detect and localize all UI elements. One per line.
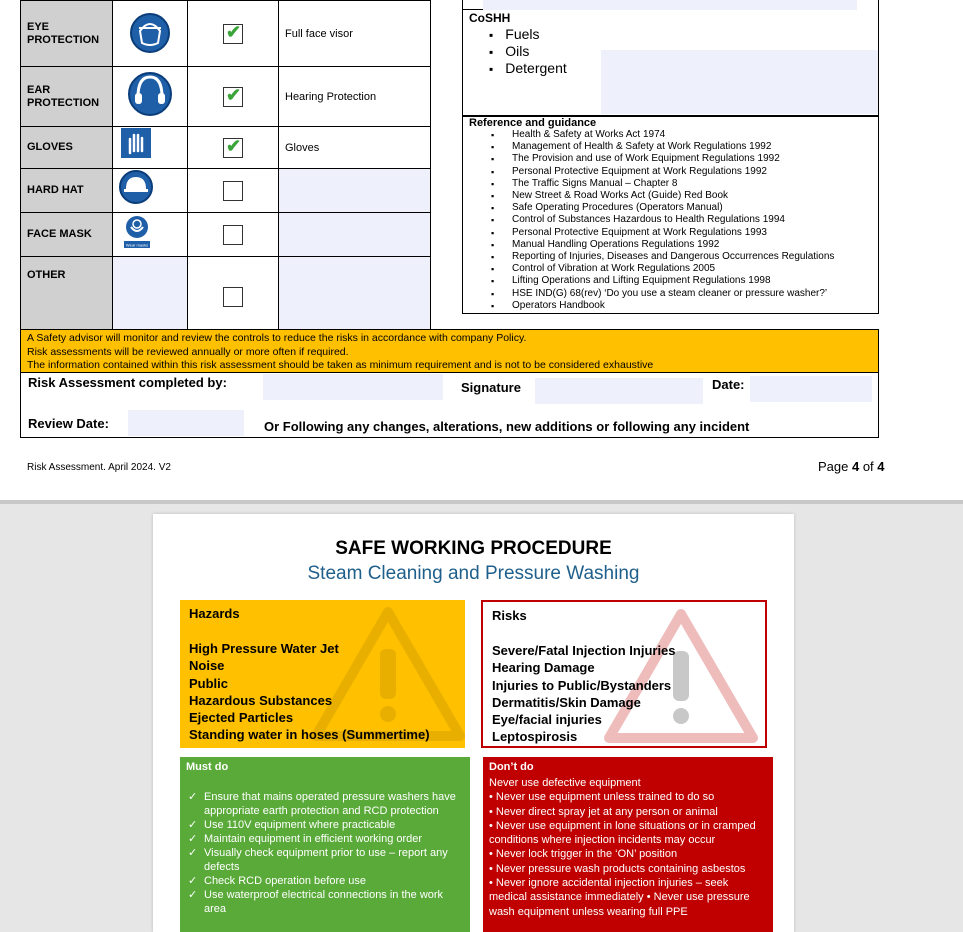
table-row: [21, 169, 431, 213]
notice-line: A Safety advisor will monitor and review the controls to reduce the risks in accordance with company Policy.: [27, 332, 527, 344]
list-item: • Never use equipment unless trained to do so: [489, 791, 715, 804]
list-item: ▪ Manual Handling Operations Regulations 1992: [491, 239, 834, 251]
list-item: Hearing Damage: [492, 660, 595, 676]
list-item: Public: [189, 675, 229, 691]
list-item: Hazardous Substances: [189, 692, 333, 708]
signature-field[interactable]: [535, 378, 703, 404]
list-item: ✓ Use 110V equipment where practicable: [188, 818, 468, 832]
list-item: • Never lock trigger in the ‘ON’ position: [489, 848, 678, 861]
list-item: Standing water in hoses (Summertime): [189, 727, 430, 743]
page-separator: [0, 500, 963, 504]
table-row: [21, 1, 431, 67]
notice-banner: [20, 329, 879, 373]
ppe-description: [279, 257, 431, 337]
dont-do-heading: Don’t do: [489, 761, 534, 773]
date-label: Date:: [712, 377, 745, 392]
reference-box: [462, 116, 879, 314]
ppe-checkbox[interactable]: [223, 84, 243, 107]
list-item: ✓ Visually check equipment prior to use – report any defects: [188, 846, 468, 874]
ppe-description: [279, 169, 431, 213]
list-item: Leptospirosis: [492, 729, 578, 745]
list-item: ▪ Personal Protective Equipment at Work Regulations 1993: [491, 227, 834, 239]
review-date-label: Review Date:: [28, 416, 109, 431]
list-item: ▪ Fuels: [489, 26, 567, 43]
must-do-list: [188, 790, 468, 916]
ppe-checkbox[interactable]: [223, 135, 243, 158]
table-row: [21, 67, 431, 127]
list-item: Injuries to Public/Bystanders: [492, 677, 672, 693]
ppe-label: EAR PROTECTION: [21, 67, 113, 127]
footer-doc-ref: Risk Assessment. April 2024. V2: [27, 462, 171, 473]
check-icon: ✔: [226, 84, 242, 105]
list-item: ▪ The Provision and use of Work Equipment Regulations 1992: [491, 153, 834, 165]
ppe-description: [279, 213, 431, 257]
risks-box: [481, 600, 767, 748]
dont-do-box: [483, 757, 773, 932]
check-icon: ✔: [226, 21, 242, 42]
list-item: ▪ New Street & Road Works Act (Guide) Red Book: [491, 190, 834, 202]
ppe-label: FACE MASK: [21, 213, 113, 257]
ear-defenders-icon: [113, 67, 187, 121]
ppe-label: HARD HAT: [21, 169, 113, 213]
face-visor-icon: [113, 1, 187, 61]
list-item: • Never ignore accidental injection injuries – seek medical assistance immediately • Never use pressure wash equipment unless wearing full PPE: [489, 877, 750, 918]
list-item: • Never direct spray jet at any person or animal: [489, 805, 718, 818]
list-item: Severe/Fatal Injection Injuries: [492, 643, 676, 658]
list-item: Ejected Particles: [189, 710, 294, 726]
list-item: ▪ Control of Substances Hazardous to Health Regulations 1994: [491, 214, 834, 226]
list-item: ▪ The Traffic Signs Manual – Chapter 8: [491, 178, 834, 190]
risks-heading: Risks: [492, 608, 527, 623]
list-item: Eye/facial injuries: [492, 712, 602, 728]
list-item: ▪ Control of Vibration at Work Regulations 2005: [491, 263, 834, 275]
reference-title: Reference and guidance: [469, 117, 597, 129]
list-item: ▪ Safe Operating Procedures (Operators Manual): [491, 202, 834, 214]
face-mask-icon: [113, 213, 187, 251]
ppe-label: OTHER: [21, 257, 113, 337]
completed-by-field[interactable]: [263, 374, 443, 400]
hazards-box: [180, 600, 465, 748]
mask-sign-text: Wear masks: [125, 242, 149, 248]
gloves-icon: [113, 127, 187, 163]
list-item: ▪ Lifting Operations and Lifting Equipment Regulations 1998: [491, 275, 834, 287]
list-item-continued: ▪ Operators Handbook: [491, 300, 834, 312]
date-field[interactable]: [750, 376, 872, 402]
ppe-checkbox[interactable]: [223, 181, 243, 201]
signature-label: Signature: [461, 380, 521, 395]
page-title: SAFE WORKING PROCEDURE: [335, 538, 612, 559]
list-item: ▪ HSE IND(G) 68(rev) ‘Do you use a steam cleaner or pressure washer?’: [491, 288, 834, 300]
notice-line: The information contained within this risk assessment should be taken as minimum requirement and is not to be considered exhaustive: [27, 359, 654, 371]
notice-line: Risk assessments will be reviewed annually or more often if required.: [27, 345, 349, 358]
coshh-list: [489, 26, 567, 77]
ppe-description: Gloves: [279, 127, 431, 169]
safe-working-procedure-page: [153, 514, 794, 932]
coshh-title: CoSHH: [469, 11, 511, 25]
list-item: ✓ Check RCD operation before use: [188, 874, 468, 888]
ppe-checkbox[interactable]: [223, 21, 243, 44]
dont-do-list: [489, 776, 769, 919]
list-item: • Never pressure wash products containing asbestos: [489, 862, 746, 875]
table-row: [21, 257, 431, 337]
table-row: [21, 127, 431, 169]
ppe-description: Full face visor: [279, 1, 431, 67]
list-item: High Pressure Water Jet: [189, 641, 339, 656]
page-subtitle: Steam Cleaning and Pressure Washing: [307, 563, 640, 584]
review-date-field[interactable]: [128, 410, 244, 436]
must-do-box: [180, 757, 470, 932]
signoff-block: [20, 373, 879, 438]
list-item: • Never use equipment in lone situations or in cramped conditions where injection incidents may occur: [489, 819, 756, 847]
hazards-heading: Hazards: [189, 606, 240, 621]
ppe-label: GLOVES: [21, 127, 113, 169]
list-item: ✓ Ensure that mains operated pressure washers have appropriate earth protection and RCD protection: [188, 790, 468, 818]
must-do-heading: Must do: [186, 761, 229, 773]
list-item: ✓ Use waterproof electrical connections in the work area: [188, 888, 468, 916]
footer-page-number: Page 4 of 4: [818, 459, 885, 474]
list-item: ▪ Management of Health & Safety at Work Regulations 1992: [491, 141, 834, 153]
ppe-checkbox[interactable]: [223, 225, 243, 245]
list-item: Noise: [189, 658, 225, 674]
review-note: Or Following any changes, alterations, new additions or following any incident: [264, 419, 750, 434]
ppe-description: Hearing Protection: [279, 67, 431, 127]
list-item: ▪ Personal Protective Equipment at Work Regulations 1992: [491, 166, 834, 178]
list-item: Dermatitis/Skin Damage: [492, 694, 641, 710]
reference-list: [491, 129, 834, 312]
coshh-box: [462, 0, 879, 116]
ppe-label: EYE PROTECTION: [21, 1, 113, 67]
completed-by-label: Risk Assessment completed by:: [28, 375, 227, 390]
list-item: ▪ Detergent: [489, 60, 567, 77]
check-icon: ✔: [226, 135, 242, 156]
list-item: ▪ Oils: [489, 43, 567, 60]
hard-hat-icon: [113, 169, 187, 207]
list-item: Never use defective equipment: [489, 777, 641, 789]
table-row: [21, 213, 431, 257]
hazards-list: [189, 640, 430, 744]
list-item: ✓ Maintain equipment in efficient working order: [188, 832, 468, 846]
ppe-table: [20, 0, 431, 337]
list-item: ▪ Reporting of Injuries, Diseases and Dangerous Occurrences Regulations: [491, 251, 834, 263]
ppe-checkbox[interactable]: [223, 287, 243, 307]
list-item: ▪ Health & Safety at Works Act 1974: [491, 129, 834, 141]
risks-list: [492, 642, 676, 746]
